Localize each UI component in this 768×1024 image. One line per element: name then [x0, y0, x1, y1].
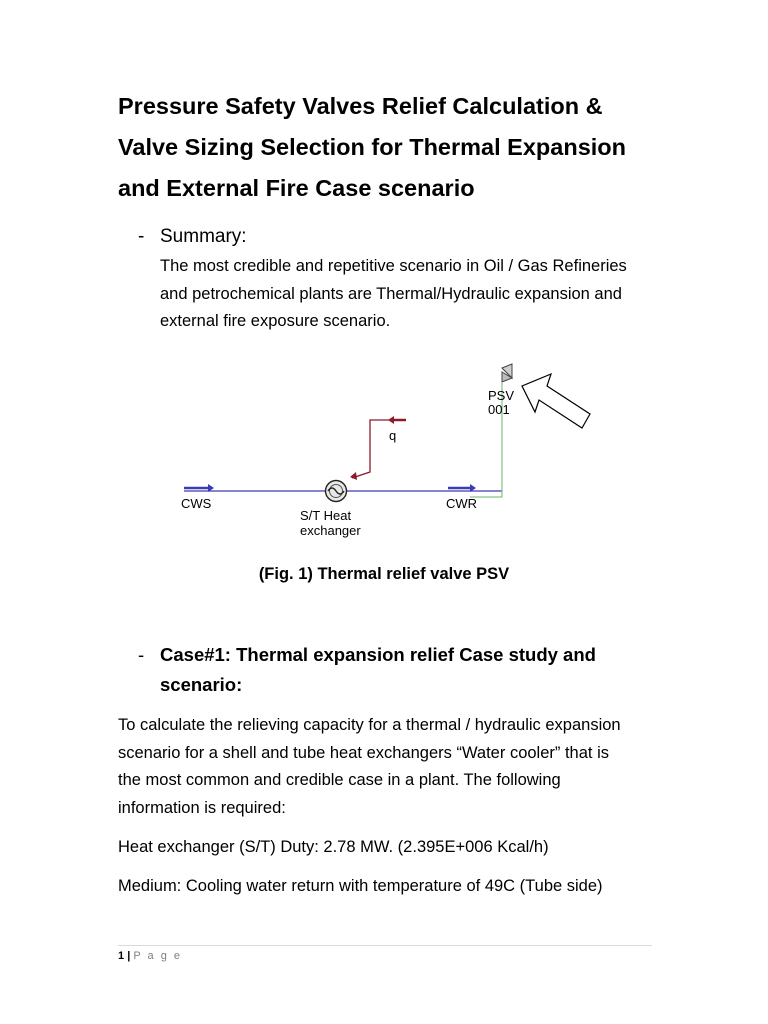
summary-text — [160, 253, 680, 336]
footer-divider — [118, 945, 652, 946]
cwr-label: CWR — [446, 496, 478, 511]
title-line-2: Valve Sizing Selection for Thermal Expansion — [118, 134, 627, 160]
footer-separator: | — [127, 950, 131, 962]
energy-stream-label: q — [389, 428, 397, 443]
body-line-1: To calculate the relieving capacity for a thermal / hydraulic expansion — [118, 716, 621, 734]
body-line-4: information is required: — [118, 798, 286, 817]
bullet-dash: - — [138, 226, 145, 247]
page-label: P a g e — [133, 950, 182, 962]
pointer-arrow-icon — [522, 374, 590, 428]
document-title — [118, 86, 698, 209]
energy-stream-arrow-icon — [388, 416, 406, 424]
cws-label: CWS — [181, 496, 212, 511]
summary-line-2: and petrochemical plants are Thermal/Hydraulic expansion and — [160, 284, 622, 303]
energy-return-arrow-icon — [350, 472, 357, 480]
summary-heading-label: Summary: — [160, 226, 247, 247]
heat-exchanger-icon — [326, 481, 347, 502]
medium-line: Medium: Cooling water return with temperature of 49C (Tube side) — [118, 877, 603, 895]
duty-line: Heat exchanger (S/T) Duty: 2.78 MW. (2.395E+006 Kcal/h) — [118, 838, 549, 856]
exchanger-label-line-2: exchanger — [300, 523, 361, 538]
title-line-3: and External Fire Case scenario — [118, 175, 475, 201]
body-line-3: the most common and credible case in a plant. The following — [118, 771, 561, 789]
summary-line-3: external fire exposure scenario. — [160, 312, 391, 330]
page-footer — [118, 948, 182, 964]
figure-caption: (Fig. 1) Thermal relief valve PSV — [258, 565, 510, 583]
process-flow-diagram — [170, 360, 600, 550]
body-paragraph — [118, 712, 678, 822]
case1-heading-line-2: scenario: — [160, 674, 243, 695]
psv-label-line-2: 001 — [488, 402, 510, 417]
title-line-1: Pressure Safety Valves Relief Calculation & — [118, 93, 603, 119]
summary-line-1: The most credible and repetitive scenario in Oil / Gas Refineries — [160, 257, 627, 275]
body-line-2: scenario for a shell and tube heat exchangers “Water cooler” that is — [118, 743, 609, 762]
bullet-dash: - — [138, 644, 145, 665]
psv-label-line-1: PSV — [488, 388, 515, 403]
case1-heading-line-1: Case#1: Thermal expansion relief Case study and — [160, 644, 596, 665]
page-number: 1 — [118, 950, 125, 962]
psv-valve-icon — [502, 364, 512, 388]
exchanger-label-line-1: S/T Heat — [300, 508, 352, 523]
